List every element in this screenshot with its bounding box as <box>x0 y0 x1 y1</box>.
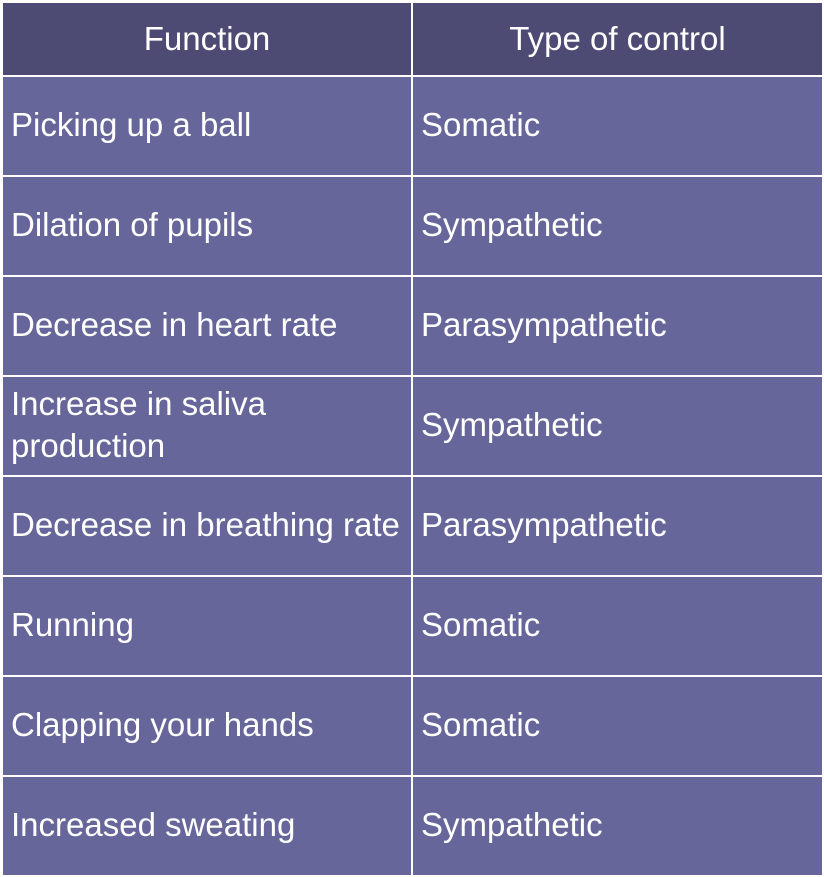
table-row <box>2 676 823 776</box>
control-cell: Sympathetic <box>412 376 823 476</box>
control-table <box>1 1 824 877</box>
function-cell: Picking up a ball <box>2 76 412 176</box>
function-cell: Increased sweating <box>2 776 412 876</box>
control-cell: Sympathetic <box>412 176 823 276</box>
control-cell: Parasympathetic <box>412 276 823 376</box>
table-row <box>2 276 823 376</box>
function-cell: Dilation of pupils <box>2 176 412 276</box>
table-header-row <box>2 2 823 76</box>
control-cell: Parasympathetic <box>412 476 823 576</box>
control-cell: Somatic <box>412 76 823 176</box>
table-row <box>2 376 823 476</box>
function-cell: Clapping your hands <box>2 676 412 776</box>
control-cell: Sympathetic <box>412 776 823 876</box>
control-cell: Somatic <box>412 576 823 676</box>
control-cell: Somatic <box>412 676 823 776</box>
function-cell: Decrease in breathing rate <box>2 476 412 576</box>
function-cell: Decrease in heart rate <box>2 276 412 376</box>
table-row <box>2 576 823 676</box>
header-type-of-control: Type of control <box>412 2 823 76</box>
function-cell: Running <box>2 576 412 676</box>
table-row <box>2 776 823 876</box>
table-row <box>2 176 823 276</box>
header-function: Function <box>2 2 412 76</box>
function-cell: Increase in saliva production <box>2 376 412 476</box>
table-row <box>2 76 823 176</box>
table-row <box>2 476 823 576</box>
